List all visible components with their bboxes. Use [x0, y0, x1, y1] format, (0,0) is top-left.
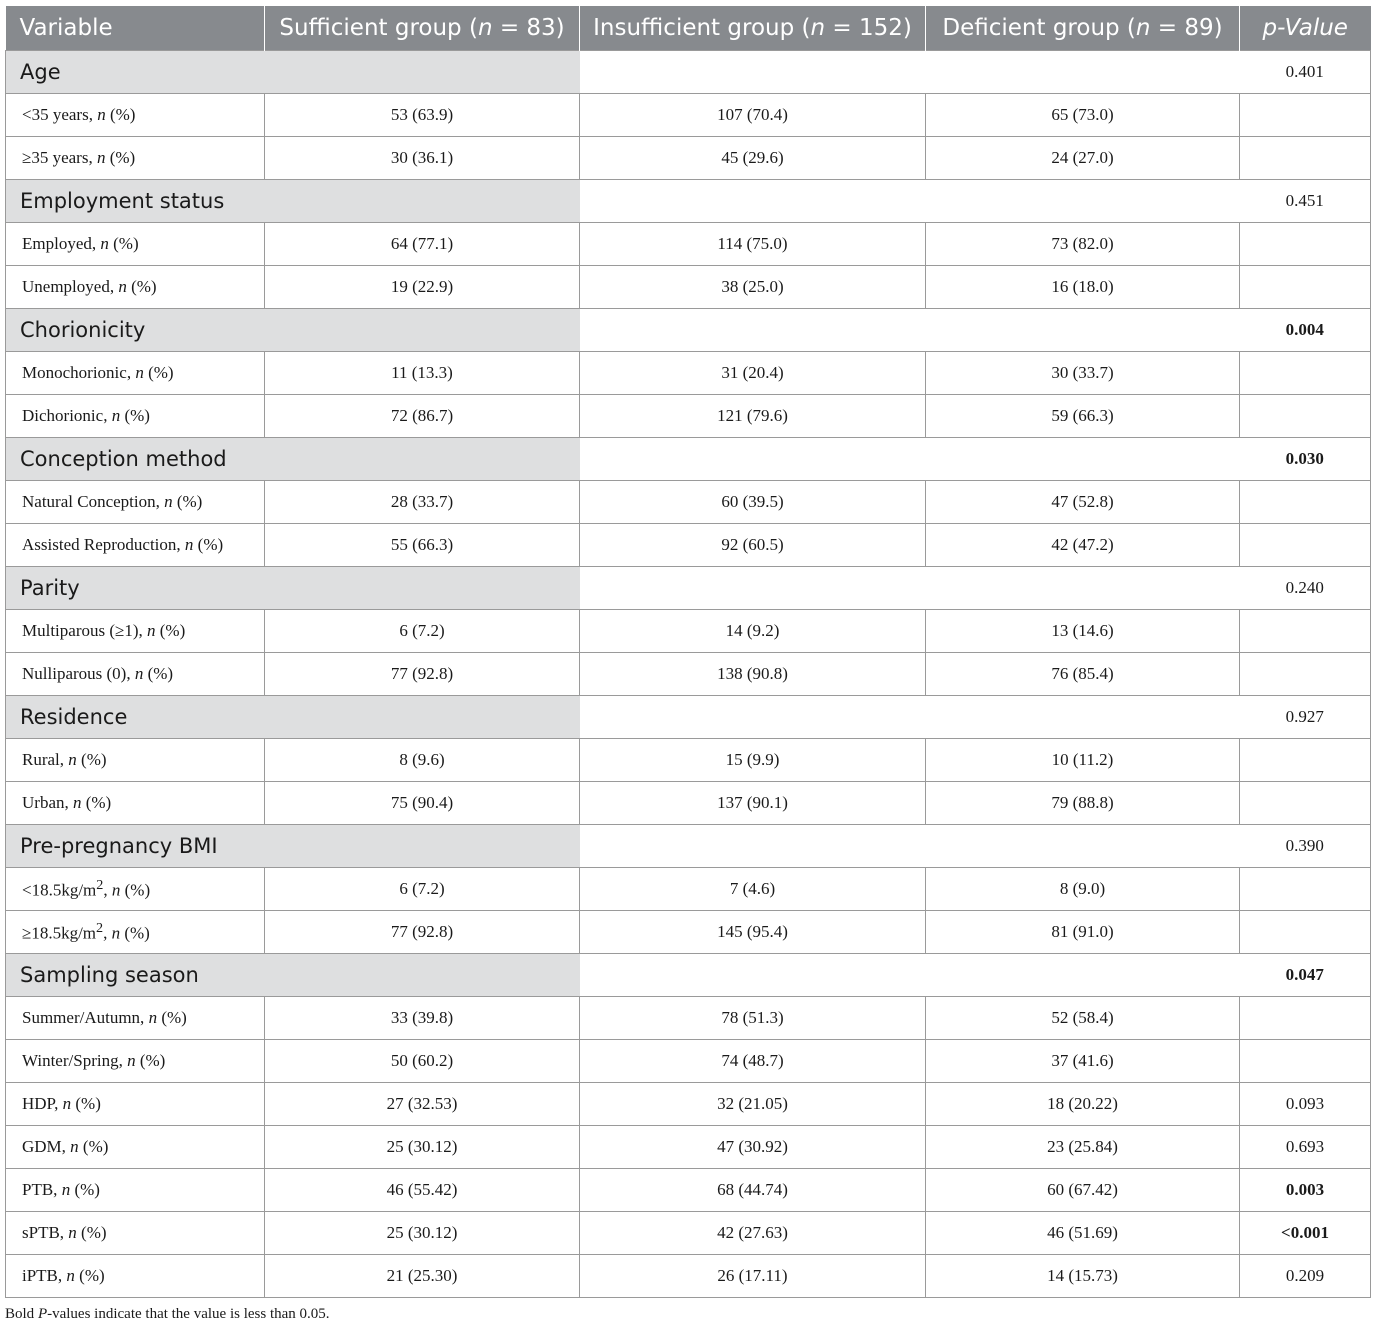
n-symbol: n [62, 1094, 72, 1113]
table-row [6, 395, 1371, 438]
p-value-cell: <0.001 [1240, 1212, 1371, 1255]
value-cell-v1: 8 (9.6) [265, 739, 580, 782]
n-symbol: n [184, 535, 194, 554]
variable-text: GDM, [22, 1137, 71, 1156]
variable-label [6, 653, 265, 696]
variable-label [6, 1083, 265, 1126]
percent-label: (%) [71, 1094, 101, 1113]
n-symbol: n [118, 277, 127, 296]
percent-label: (%) [193, 535, 224, 554]
table-row [6, 1212, 1371, 1255]
value-cell-v3: 16 (18.0) [926, 266, 1240, 309]
table-row [6, 94, 1371, 137]
header-sufficient-group: Sufficient group (n = 83) [265, 6, 580, 51]
percent-label: (%) [76, 750, 107, 769]
variable-text: ≥18.5kg/m [22, 923, 97, 943]
n-symbol: n [97, 105, 106, 124]
value-cell-v3: 13 (14.6) [926, 610, 1240, 653]
section-row [6, 309, 1371, 352]
p-value-cell: 0.390 [1240, 825, 1371, 868]
percent-label: (%) [155, 621, 186, 640]
p-value-cell: 0.451 [1240, 180, 1371, 223]
value-cell-v1: 53 (63.9) [265, 94, 580, 137]
n-symbol: n [72, 793, 82, 812]
section-label: Age [6, 51, 580, 94]
p-value-cell: 0.047 [1240, 954, 1371, 997]
value-cell-v3: 81 (91.0) [926, 911, 1240, 954]
value-cell-v2: 92 (60.5) [580, 524, 926, 567]
p-value-cell [1240, 653, 1371, 696]
n-symbol: n [134, 664, 144, 683]
section-label: Pre-pregnancy BMI [6, 825, 580, 868]
value-cell-v2: 107 (70.4) [580, 94, 926, 137]
n-symbol: n [111, 880, 121, 900]
p-value-cell: 0.209 [1240, 1255, 1371, 1298]
variable-text: Assisted Reproduction, [22, 535, 185, 554]
table-body [6, 51, 1371, 1298]
value-cell-v2: 47 (30.92) [580, 1126, 926, 1169]
header-p-value: p-Value [1240, 6, 1371, 51]
percent-label: (%) [143, 363, 174, 382]
variable-label [6, 137, 265, 180]
table-row [6, 739, 1371, 782]
p-value-cell [1240, 610, 1371, 653]
section-row [6, 696, 1371, 739]
value-cell-v3: 73 (82.0) [926, 223, 1240, 266]
variable-label [6, 997, 265, 1040]
value-cell-v1: 55 (66.3) [265, 524, 580, 567]
n-symbol: n [61, 1180, 71, 1199]
p-value-cell [1240, 481, 1371, 524]
variable-text: Multiparous (≥1), [22, 621, 148, 640]
p-value-cell [1240, 94, 1371, 137]
value-cell-v2: 26 (17.11) [580, 1255, 926, 1298]
p-value-cell: 0.401 [1240, 51, 1371, 94]
value-cell-v1: 30 (36.1) [265, 137, 580, 180]
n-symbol: n [111, 923, 121, 943]
value-cell-v1: 27 (32.53) [265, 1083, 580, 1126]
section-spacer [580, 309, 1240, 352]
value-cell-v1: 46 (55.42) [265, 1169, 580, 1212]
table-row [6, 653, 1371, 696]
table-row [6, 868, 1371, 911]
value-cell-v2: 45 (29.6) [580, 137, 926, 180]
superscript: 2 [96, 920, 104, 937]
variable-label [6, 782, 265, 825]
value-cell-v1: 6 (7.2) [265, 610, 580, 653]
variable-label [6, 868, 265, 911]
percent-label: (%) [143, 664, 174, 683]
value-cell-v3: 46 (51.69) [926, 1212, 1240, 1255]
percent-label: (%) [70, 1180, 100, 1199]
table-row [6, 1083, 1371, 1126]
variable-label [6, 395, 265, 438]
section-row [6, 180, 1371, 223]
value-cell-v3: 10 (11.2) [926, 739, 1240, 782]
value-cell-v1: 11 (13.3) [265, 352, 580, 395]
section-row [6, 567, 1371, 610]
p-value-cell: 0.240 [1240, 567, 1371, 610]
variable-text: HDP, [22, 1094, 63, 1113]
table-row [6, 352, 1371, 395]
p-value-cell [1240, 997, 1371, 1040]
variable-text: sPTB, [22, 1223, 69, 1242]
value-cell-v3: 14 (15.73) [926, 1255, 1240, 1298]
n-symbol: n [127, 1051, 136, 1070]
value-cell-v3: 60 (67.42) [926, 1169, 1240, 1212]
variable-text: PTB, [22, 1180, 62, 1199]
value-cell-v3: 8 (9.0) [926, 868, 1240, 911]
table-row [6, 266, 1371, 309]
section-spacer [580, 954, 1240, 997]
table-row [6, 1255, 1371, 1298]
value-cell-v1: 25 (30.12) [265, 1212, 580, 1255]
variable-text: Urban, [22, 793, 73, 812]
variable-label [6, 739, 265, 782]
value-cell-v1: 25 (30.12) [265, 1126, 580, 1169]
value-cell-v1: 50 (60.2) [265, 1040, 580, 1083]
variable-text: Nulliparous (0), [22, 664, 135, 683]
variable-text: Dichorionic, [22, 406, 112, 425]
section-row [6, 954, 1371, 997]
percent-label: (%) [105, 148, 136, 167]
section-label: Conception method [6, 438, 580, 481]
n-symbol: n [164, 492, 173, 511]
value-cell-v2: 7 (4.6) [580, 868, 926, 911]
section-spacer [580, 51, 1240, 94]
value-cell-v3: 24 (27.0) [926, 137, 1240, 180]
section-label: Residence [6, 696, 580, 739]
variable-label [6, 524, 265, 567]
percent-label: (%) [78, 1137, 109, 1156]
value-cell-v3: 18 (20.22) [926, 1083, 1240, 1126]
value-cell-v2: 138 (90.8) [580, 653, 926, 696]
variable-label [6, 481, 265, 524]
value-cell-v1: 19 (22.9) [265, 266, 580, 309]
table-footnote: Bold P-values indicate that the value is less than 0.05. [5, 1306, 330, 1322]
section-label: Parity [6, 567, 580, 610]
p-value-cell [1240, 524, 1371, 567]
percent-label: (%) [81, 793, 112, 812]
table-row [6, 1169, 1371, 1212]
n-symbol: n [100, 234, 109, 253]
section-spacer [580, 567, 1240, 610]
p-value-cell [1240, 395, 1371, 438]
n-symbol: n [111, 406, 121, 425]
value-cell-v3: 52 (58.4) [926, 997, 1240, 1040]
p-value-cell [1240, 352, 1371, 395]
section-row [6, 825, 1371, 868]
n-symbol: n [147, 621, 156, 640]
variable-text: Employed, [22, 234, 101, 253]
percent-label: (%) [157, 1008, 187, 1027]
value-cell-v3: 30 (33.7) [926, 352, 1240, 395]
p-value-cell [1240, 137, 1371, 180]
section-spacer [580, 696, 1240, 739]
table-row [6, 1126, 1371, 1169]
variable-label [6, 1169, 265, 1212]
variable-text: Summer/Autumn, [22, 1008, 149, 1027]
value-cell-v2: 145 (95.4) [580, 911, 926, 954]
table-row [6, 1040, 1371, 1083]
value-cell-v3: 79 (88.8) [926, 782, 1240, 825]
p-value-cell: 0.693 [1240, 1126, 1371, 1169]
variable-label [6, 352, 265, 395]
variable-text: ≥35 years, [22, 148, 97, 167]
table-header-row [6, 6, 1371, 51]
variable-text-tail: , [103, 923, 112, 943]
section-row [6, 438, 1371, 481]
value-cell-v2: 32 (21.05) [580, 1083, 926, 1126]
table-row [6, 137, 1371, 180]
p-value-cell [1240, 1040, 1371, 1083]
percent-label: (%) [172, 492, 203, 511]
variable-label [6, 911, 265, 954]
p-value-cell: 0.093 [1240, 1083, 1371, 1126]
value-cell-v2: 42 (27.63) [580, 1212, 926, 1255]
value-cell-v2: 114 (75.0) [580, 223, 926, 266]
p-value-cell: 0.004 [1240, 309, 1371, 352]
p-value-cell: 0.030 [1240, 438, 1371, 481]
header-insufficient-group: Insufficient group (n = 152) [580, 6, 926, 51]
variable-text: Monochorionic, [22, 363, 136, 382]
value-cell-v2: 31 (20.4) [580, 352, 926, 395]
p-value-cell [1240, 868, 1371, 911]
superscript: 2 [96, 877, 104, 894]
table-row [6, 481, 1371, 524]
value-cell-v1: 6 (7.2) [265, 868, 580, 911]
p-value-cell [1240, 911, 1371, 954]
percent-label: (%) [120, 880, 151, 900]
variable-text: <35 years, [22, 105, 98, 124]
value-cell-v2: 15 (9.9) [580, 739, 926, 782]
variable-label [6, 1126, 265, 1169]
value-cell-v3: 47 (52.8) [926, 481, 1240, 524]
value-cell-v2: 78 (51.3) [580, 997, 926, 1040]
p-value-cell: 0.927 [1240, 696, 1371, 739]
section-spacer [580, 825, 1240, 868]
value-cell-v2: 68 (44.74) [580, 1169, 926, 1212]
value-cell-v1: 21 (25.30) [265, 1255, 580, 1298]
p-value-cell [1240, 223, 1371, 266]
percent-label: (%) [108, 234, 139, 253]
section-spacer [580, 180, 1240, 223]
table-row [6, 782, 1371, 825]
value-cell-v3: 59 (66.3) [926, 395, 1240, 438]
value-cell-v3: 42 (47.2) [926, 524, 1240, 567]
value-cell-v1: 28 (33.7) [265, 481, 580, 524]
value-cell-v1: 33 (39.8) [265, 997, 580, 1040]
section-spacer [580, 438, 1240, 481]
table-row [6, 524, 1371, 567]
n-symbol: n [68, 1223, 77, 1242]
value-cell-v1: 77 (92.8) [265, 911, 580, 954]
value-cell-v3: 37 (41.6) [926, 1040, 1240, 1083]
variable-text: Unemployed, [22, 277, 119, 296]
p-value-cell: 0.003 [1240, 1169, 1371, 1212]
p-value-cell [1240, 739, 1371, 782]
percent-label: (%) [74, 1266, 105, 1285]
p-value-cell [1240, 266, 1371, 309]
n-symbol: n [70, 1137, 79, 1156]
value-cell-v2: 74 (48.7) [580, 1040, 926, 1083]
variable-text: Natural Conception, [22, 492, 165, 511]
value-cell-v1: 72 (86.7) [265, 395, 580, 438]
variable-text-tail: , [103, 880, 112, 900]
n-symbol: n [135, 363, 144, 382]
table-row [6, 911, 1371, 954]
n-symbol: n [148, 1008, 158, 1027]
n-symbol: n [96, 148, 106, 167]
value-cell-v3: 76 (85.4) [926, 653, 1240, 696]
value-cell-v2: 60 (39.5) [580, 481, 926, 524]
section-row [6, 51, 1371, 94]
table-row [6, 223, 1371, 266]
n-symbol: n [66, 1266, 75, 1285]
variable-label [6, 610, 265, 653]
header-variable: Variable [6, 6, 265, 51]
value-cell-v2: 14 (9.2) [580, 610, 926, 653]
percent-label: (%) [120, 406, 150, 425]
percent-label: (%) [126, 277, 157, 296]
percent-label: (%) [76, 1223, 107, 1242]
section-label: Sampling season [6, 954, 580, 997]
variable-label [6, 94, 265, 137]
section-label: Employment status [6, 180, 580, 223]
value-cell-v2: 38 (25.0) [580, 266, 926, 309]
data-table [5, 6, 1371, 1298]
section-label: Chorionicity [6, 309, 580, 352]
variable-label [6, 1212, 265, 1255]
variable-label [6, 1040, 265, 1083]
percent-label: (%) [105, 105, 136, 124]
variable-text: Rural, [22, 750, 69, 769]
header-deficient-group: Deficient group (n = 89) [926, 6, 1240, 51]
value-cell-v2: 137 (90.1) [580, 782, 926, 825]
variable-label [6, 1255, 265, 1298]
value-cell-v3: 65 (73.0) [926, 94, 1240, 137]
variable-text: Winter/Spring, [22, 1051, 128, 1070]
variable-text: iPTB, [22, 1266, 67, 1285]
value-cell-v2: 121 (79.6) [580, 395, 926, 438]
value-cell-v1: 75 (90.4) [265, 782, 580, 825]
table-row [6, 997, 1371, 1040]
percent-label: (%) [120, 923, 150, 943]
value-cell-v1: 77 (92.8) [265, 653, 580, 696]
table-row [6, 610, 1371, 653]
value-cell-v3: 23 (25.84) [926, 1126, 1240, 1169]
n-symbol: n [68, 750, 77, 769]
variable-label [6, 223, 265, 266]
percent-label: (%) [135, 1051, 166, 1070]
p-value-cell [1240, 782, 1371, 825]
value-cell-v1: 64 (77.1) [265, 223, 580, 266]
variable-label [6, 266, 265, 309]
variable-text: <18.5kg/m [22, 880, 97, 900]
